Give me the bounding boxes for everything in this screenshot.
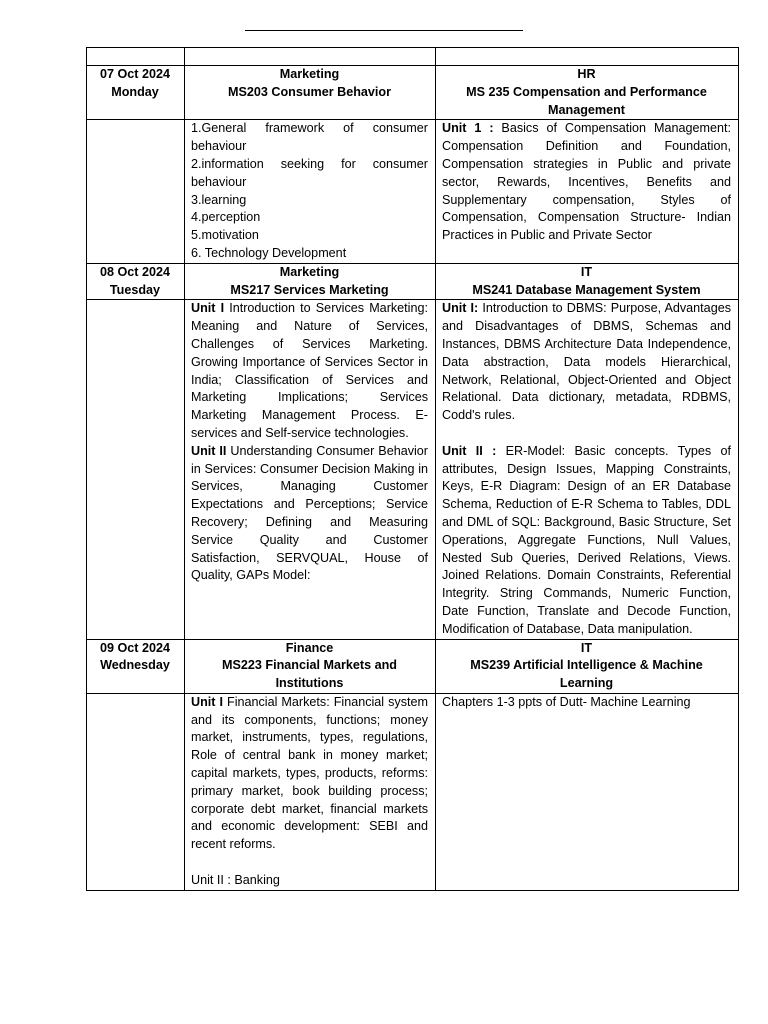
subject-heading xyxy=(185,263,436,300)
unit-label: Unit I xyxy=(191,694,223,709)
syllabus-row xyxy=(87,300,739,639)
unit-label: Unit II : xyxy=(442,443,497,458)
header-cell-date xyxy=(87,48,185,66)
syllabus-unit xyxy=(442,443,731,639)
header-cell-subject-2 xyxy=(436,48,739,66)
exam-weekday: Tuesday xyxy=(109,282,161,297)
syllabus-cell xyxy=(436,693,739,890)
syllabus-unit xyxy=(191,300,428,442)
unit-text: Introduction to DBMS: Purpose, Advantages and Disadvantages of DBMS, Schemas and Instances, DBMS Architecture Data Independence, Data abstraction, Data models Hierarchical, Network, Relational, Object-Oriented and Object Relational. Data dictionary, metadata, RDBMS, Codd's rules. xyxy=(442,301,731,423)
syllabus-date-spacer xyxy=(87,120,185,263)
syllabus-date-spacer xyxy=(87,693,185,890)
syllabus-unit xyxy=(442,120,731,245)
syllabus-row xyxy=(87,120,739,263)
syllabus-cell xyxy=(436,300,739,639)
subject-heading xyxy=(436,263,739,300)
date-cell xyxy=(87,639,185,693)
unit-text: Introduction to Services Marketing: Meaning and Nature of Services, Challenges of Services Marketing. Growing Importance of Services Sector in India; Classification of Services and Marketing Implications; Services Marketing Management Process. E-services and Self-service technologies. xyxy=(191,301,428,440)
unit-text: Financial Markets: Financial system and its components, functions; money market, instruments, types, regulations, Role of central bank in money market; capital markets, types, products, reforms: primary market, book building process; corporate debt market, financial markets and economic development: SEBI and recent reforms. xyxy=(191,694,429,852)
syllabus-list-item: 6. Technology Development xyxy=(191,245,347,260)
course-title: MS 235 Compensation and Performance Management xyxy=(466,84,707,117)
syllabus-date-spacer xyxy=(87,300,185,639)
syllabus-note: Chapters 1-3 ppts of Dutt- Machine Learning xyxy=(442,694,691,709)
syllabus-row xyxy=(87,693,739,890)
exam-schedule-table xyxy=(86,47,739,891)
syllabus-list-item: 4.perception xyxy=(191,210,261,225)
unit-label: Unit I: xyxy=(442,301,479,316)
syllabus-list-item: 3.learning xyxy=(191,192,247,207)
unit-label: Unit I xyxy=(191,301,225,316)
date-cell xyxy=(87,66,185,120)
subject-area: Marketing xyxy=(279,264,340,279)
subject-area: IT xyxy=(580,640,593,655)
course-title: MS203 Consumer Behavior xyxy=(227,84,392,99)
unit-text: Basics of Compensation Management: Compensation Definition and Foundation, Compensation strategies in Public and private sector, Rewards, Incentives, Benefits and Supplementary compensation, Styles of Compensation, Compensation Structure- Indian Practices in Public and Private Sector xyxy=(442,121,731,243)
syllabus-unit: Unit II : Banking xyxy=(191,872,280,887)
subject-area: IT xyxy=(580,264,593,279)
subject-area: Finance xyxy=(285,640,334,655)
day-row xyxy=(87,66,739,120)
course-title: MS217 Services Marketing xyxy=(230,282,389,297)
syllabus-unit xyxy=(191,694,428,854)
exam-date: 08 Oct 2024 xyxy=(99,264,171,279)
top-rule xyxy=(245,30,523,31)
subject-area: Marketing xyxy=(279,67,340,81)
syllabus-list-item: 5.motivation xyxy=(191,228,259,243)
subject-area: HR xyxy=(577,67,596,81)
subject-heading xyxy=(185,639,436,693)
syllabus-cell xyxy=(185,300,436,639)
syllabus-cell xyxy=(185,120,436,263)
unit-text: Understanding Consumer Behavior in Services: Consumer Decision Making in Services, Managing Customer Expectations and Perceptions; Service Recovery; Defining and Measuring Service Quality and Customer Satisfaction, SERVQUAL, House of Quality, GAPs Model: xyxy=(191,443,428,583)
subject-heading xyxy=(185,66,436,120)
exam-date: 09 Oct 2024 xyxy=(99,640,171,655)
syllabus-cell xyxy=(436,120,739,263)
header-cell-subject-1 xyxy=(185,48,436,66)
course-title: MS223 Financial Markets and Institutions xyxy=(222,658,397,691)
exam-date: 07 Oct 2024 xyxy=(99,67,171,81)
unit-text: ER-Model: Basic concepts. Types of attributes, Design Issues, Mapping Constraints, Keys, E-R Diagram: Design of an ER Database Schema, Reduction of E-R Schema to Tables, DDL and DML of SQL: Background, Basic Structure, Set Operations, Aggregate Functions, Null Values, Nested Sub Queries, Derived Relations, Views. Joined Relations. Domain Constraints, Referential Integrity. String Commands, Numeric Function, Date Function, Translate and Decode Function, Modification of Database, Data manipulation. xyxy=(442,443,732,636)
date-cell xyxy=(87,263,185,300)
syllabus-cell xyxy=(185,693,436,890)
syllabus-list-item: 2.information seeking for consumer behaviour xyxy=(191,156,428,189)
subject-heading xyxy=(436,639,739,693)
course-title: MS241 Database Management System xyxy=(472,282,701,297)
syllabus-list-item: 1.General framework of consumer behaviour xyxy=(191,121,428,154)
exam-weekday: Wednesday xyxy=(100,658,170,673)
day-row xyxy=(87,639,739,693)
unit-label: Unit 1 : xyxy=(442,121,494,136)
syllabus-unit xyxy=(191,443,428,585)
day-row xyxy=(87,263,739,300)
subject-heading xyxy=(436,66,739,120)
exam-weekday: Monday xyxy=(111,84,159,99)
syllabus-unit xyxy=(442,300,731,425)
table-header-row xyxy=(87,48,739,66)
unit-label: Unit II xyxy=(191,443,227,458)
course-title: MS239 Artificial Intelligence & Machine Learning xyxy=(470,658,703,691)
